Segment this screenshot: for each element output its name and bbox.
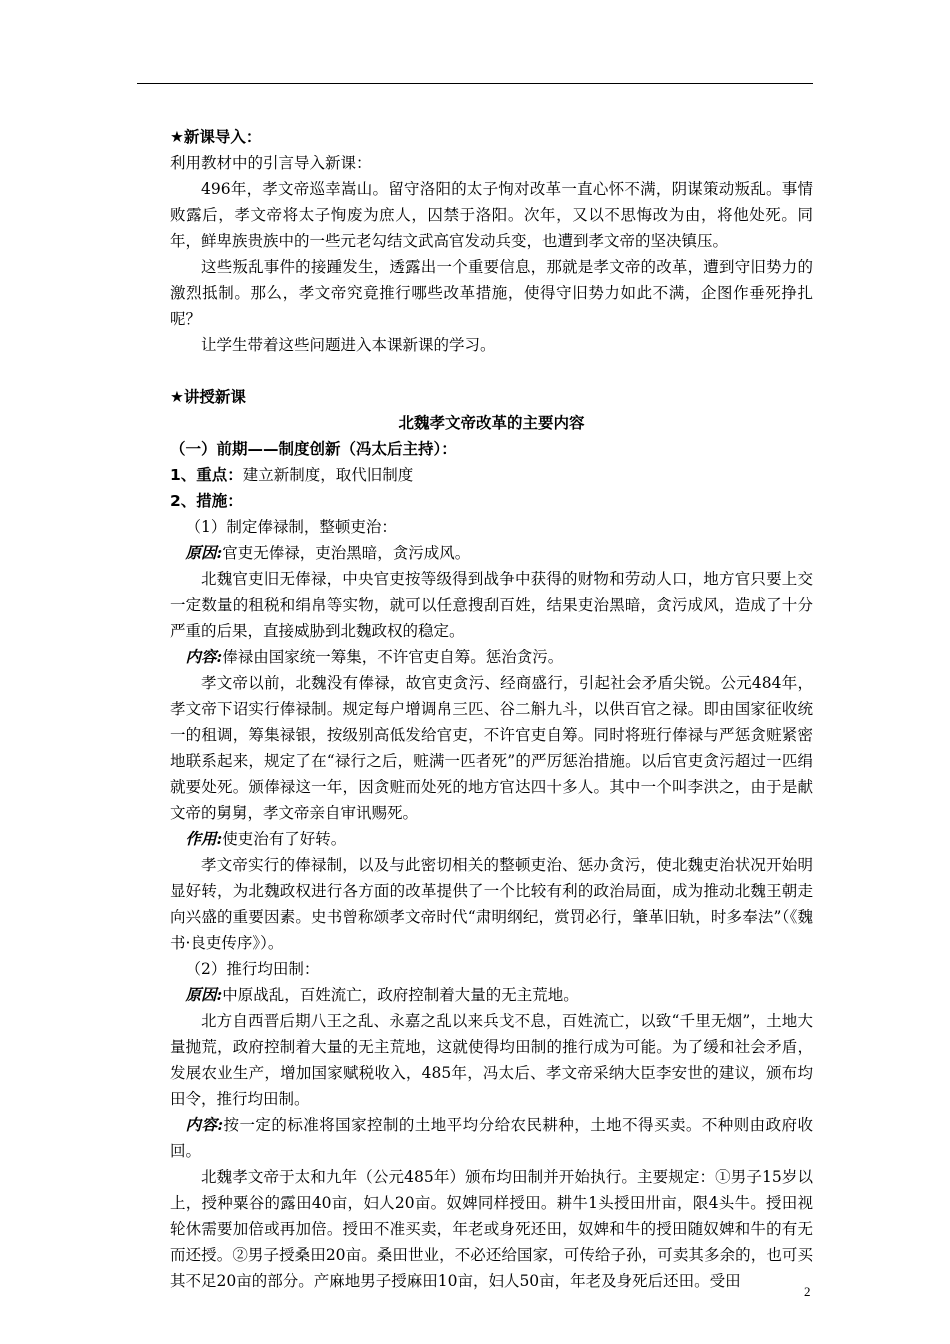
m2-reason-paragraph: 北方自西晋后期八王之乱、永嘉之乱以来兵戈不息，百姓流亡，以致“千里无烟”，土地大量抛荒，政府控制着大量的无主荒地，这就使得均田制的推行成为可能。为了缓和社会矛盾，发展农业生产，增加国家赋税收入，485年，冯太后、孝文帝采纳大臣李安世的建议，颁布均田令，推行均田制。 (170, 1012, 813, 1108)
intro-line: 利用教材中的引言导入新课： (170, 154, 372, 172)
m1-reason-text: 官吏无俸禄，吏治黑暗，贪污成风。 (222, 544, 471, 562)
intro-paragraph-3: 让学生带着这些问题进入本课新课的学习。 (201, 336, 496, 354)
intro-heading: ★新课导入： (170, 128, 262, 146)
m1-content-text: 俸禄由国家统一筹集，不许官吏自筹。惩治贪污。 (222, 648, 564, 666)
m1-reason-line (170, 540, 813, 566)
page-number: 2 (804, 1284, 811, 1299)
intro-paragraph-1: 496年，孝文帝巡幸嵩山。留守洛阳的太子恂对改革一直心怀不满，阴谋策动叛乱。事情败露后，孝文帝将太子恂废为庶人，囚禁于洛阳。次年，又以不思悔改为由，将他处死。同年，鲜卑族贵族中的一些元老勾结文武高官发动兵变，也遭到孝文帝的坚决镇压。 (170, 180, 813, 250)
measure-1-title: （1）制定俸禄制，整顿吏治： (185, 518, 397, 536)
m2-reason-line (170, 982, 813, 1008)
measure-2-title: （2）推行均田制： (185, 960, 320, 978)
m1-reason-label: 原因: (185, 543, 223, 562)
focus-line (170, 462, 813, 488)
m1-content-line (170, 644, 813, 670)
lesson-heading: ★讲授新课 (170, 388, 246, 406)
focus-text: 建立新制度，取代旧制度 (242, 466, 414, 484)
section-heading-1: （一）前期——制度创新（冯太后主持）： (170, 440, 457, 458)
lesson-title: 北魏孝文帝改革的主要内容 (398, 414, 585, 432)
m1-effect-line (170, 826, 813, 852)
m2-reason-label: 原因: (185, 985, 223, 1004)
m1-content-label: 内容: (185, 647, 223, 666)
m2-content-text: 按一定的标准将国家控制的土地平均分给农民耕种，土地不得买卖。不种则由政府收回。 (170, 1116, 813, 1160)
m2-content-line (170, 1112, 813, 1164)
m1-content-paragraph: 孝文帝以前，北魏没有俸禄，故官吏贪污、经商盛行，引起社会矛盾尖锐。公元484年，孝文帝下诏实行俸禄制。规定每户增调帛三匹、谷二斛九斗，以供百官之禄。即由国家征收统一的租调，筹集禄银，按级别高低发给官吏，不许官吏自筹。同时将班行俸禄与严惩贪赃紧密地联系起来，规定了在“禄行之后，赃满一匹者死”的严厉惩治措施。以后官吏贪污超过一匹绢就要处死。颁俸禄这一年，因贪赃而处死的地方官达四十多人。其中一个叫李洪之，由于是献文帝的舅舅，孝文帝亲自审讯赐死。 (170, 674, 813, 822)
m1-reason-paragraph: 北魏官吏旧无俸禄，中央官吏按等级得到战争中获得的财物和劳动人口，地方官只要上交一定数量的租税和绢帛等实物，就可以任意搜刮百姓，结果吏治黑暗，贪污成风，造成了十分严重的后果，直接威胁到北魏政权的稳定。 (170, 570, 813, 640)
m1-effect-text: 使吏治有了好转。 (222, 830, 347, 848)
m2-content-paragraph: 北魏孝文帝于太和九年（公元485年）颁布均田制并开始执行。主要规定：①男子15岁以上，授种粟谷的露田40亩，妇人20亩。奴婢同样授田。耕牛1头授田卅亩，限4头牛。授田视轮休需要加倍或再加倍。授田不准买卖，年老或身死还田，奴婢和牛的授田随奴婢和牛的有无而还授。②男子授桑田20亩。桑田世业，不必还给国家，可传给子孙，可卖其多余的，也可买其不足20亩的部分。产麻地男子授麻田10亩，妇人50亩，年老及身死后还田。受田 (170, 1168, 813, 1290)
header-rule (137, 83, 813, 84)
focus-label: 1、重点： (170, 466, 243, 484)
m2-reason-text: 中原战乱，百姓流亡，政府控制着大量的无主荒地。 (222, 986, 579, 1004)
m1-effect-paragraph: 孝文帝实行的俸禄制，以及与此密切相关的整顿吏治、惩办贪污，使北魏吏治状况开始明显好转，为北魏政权进行各方面的改革提供了一个比较有利的政治局面，成为推动北魏王朝走向兴盛的重要因素。史书曾称颂孝文帝时代“肃明纲纪，赏罚必行，肇革旧轨，时多奉法”（《魏书·良吏传序》）。 (170, 856, 813, 952)
measures-label: 2、措施： (170, 492, 243, 510)
spacer (170, 358, 813, 384)
document-body (170, 124, 813, 1294)
m1-effect-label: 作用: (185, 829, 223, 848)
m2-content-label: 内容: (185, 1115, 224, 1134)
intro-paragraph-2: 这些叛乱事件的接踵发生，透露出一个重要信息，那就是孝文帝的改革，遭到守旧势力的激烈抵制。那么，孝文帝究竟推行哪些改革措施，使得守旧势力如此不满，企图作垂死挣扎呢？ (170, 258, 813, 328)
